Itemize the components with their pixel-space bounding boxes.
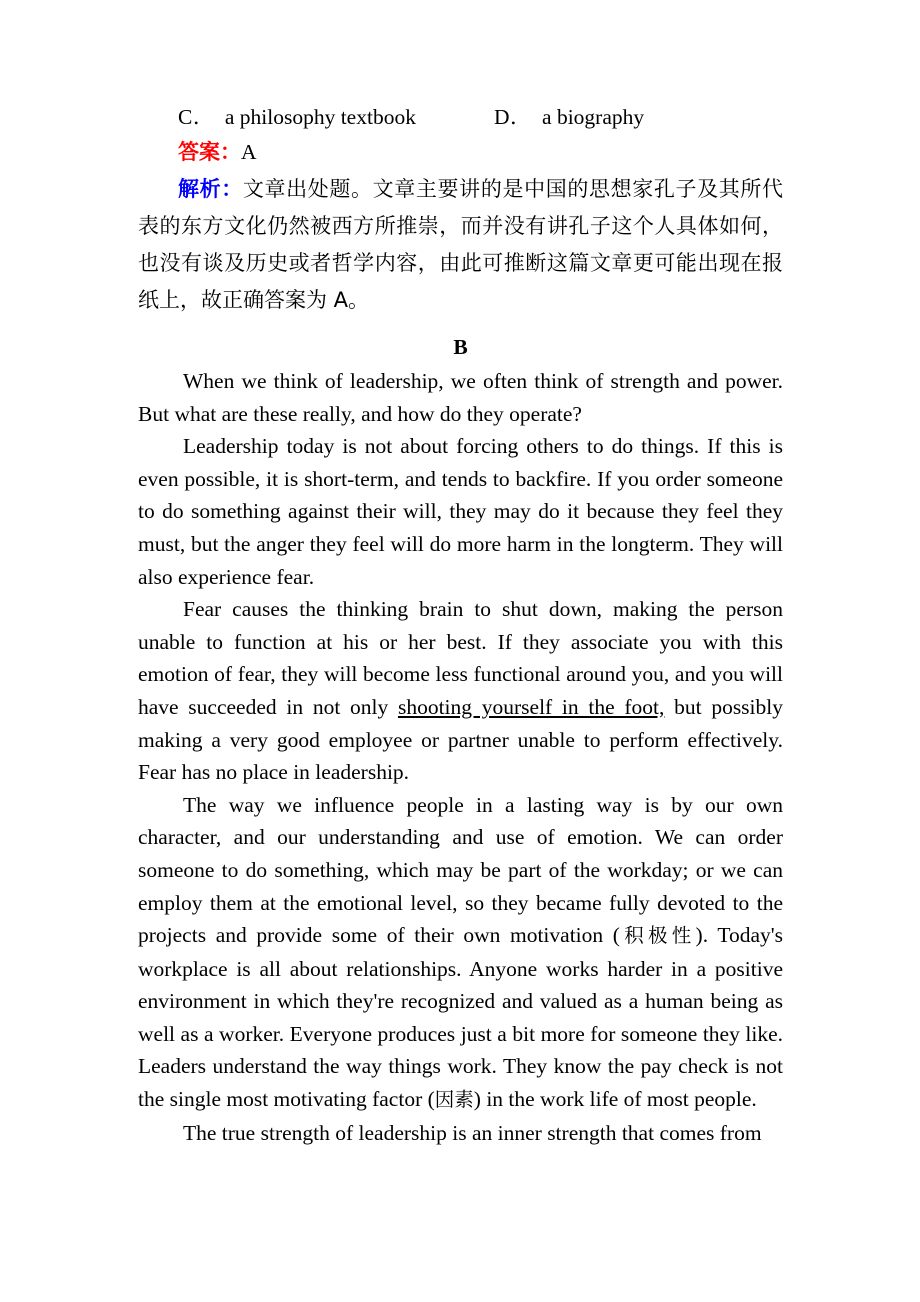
paragraph-4-part-3: ) in the work life of most people. [473,1087,757,1112]
option-c-letter: C． [178,105,215,129]
answer-line [138,134,783,171]
option-d-letter: D． [494,105,533,129]
chinese-gloss-factor: 因素 [434,1088,474,1112]
paragraph-4-part-1: The way we influence people in a lasting way is by our own character, and our understanding and use of emotion. We can order someone to do something, which may be part of the workday; or we can employ them at the emotional level, so they became fully devoted to the projects and provide some of their own motivation ( [138,792,783,948]
underlined-phrase: shooting yourself in the foot, [397,694,665,719]
option-d-text: a biography [542,105,645,129]
passage-paragraph-1: When we think of leadership, we often think of strength and power. But what are these really, and how do they operate? [138,369,783,426]
passage-paragraph-2: Leadership today is not about forcing others to do things. If this is even possible, it is short-term, and tends to backfire. If you order someone to do something against their will, they may do it because they feel they must, but the anger they feel will do more harm in the longterm. They will also experience fear. [138,434,783,589]
passage-paragraph-3 [138,593,783,789]
paragraph-3-after-underline: but possibly making a very good employee or partner unable to perform effectively. Fear has no place in leadership. [138,694,783,785]
analysis-label: 解析： [178,177,243,201]
paragraph-4-part-2: ). Today's workplace is all about relationships. Anyone works harder in a positive environment in which they're recognized and valued as a human being as well as a worker. Everyone produces just a bit more for someone they like. Leaders understand the way things work. They know the pay check is not the single most motivating factor ( [138,923,783,1112]
paragraph-3-before-underline: Fear causes the thinking brain to shut down, making the person unable to function at his or her best. If they associate you with this emotion of fear, they will become less functional around you, and you will have succeeded in not only [138,597,783,719]
passage-paragraph-5: The true strength of leadership is an inner strength that comes from [183,1120,762,1145]
document-page [138,100,783,1149]
option-c[interactable] [178,100,416,134]
answer-label: 答案： [178,140,241,164]
analysis-text: 文章出处题。文章主要讲的是中国的思想家孔子及其所代表的东方文化仍然被西方所推崇，而并没有讲孔子这个人具体如何，也没有谈及历史或者哲学内容，由此可推断这篇文章更可能出现在报纸上，故正确答案为 A。 [138,177,783,312]
multiple-choice-options-row [138,100,783,134]
answer-value: A [241,140,257,164]
passage-paragraph-4 [138,789,783,1117]
option-c-text: a philosophy textbook [224,105,416,129]
analysis-paragraph [138,171,783,319]
section-heading-b: B [453,335,468,359]
option-d[interactable] [494,100,644,134]
chinese-gloss-motivation: 积极性 [619,924,696,948]
